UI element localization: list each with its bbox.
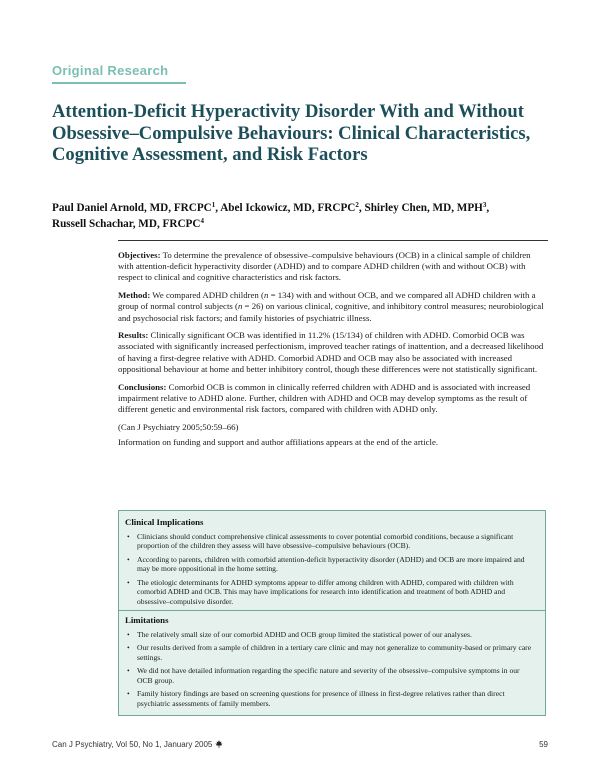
- affiliation-number: 2: [355, 201, 359, 209]
- list-item: [127, 554, 537, 574]
- list-item: [127, 689, 537, 708]
- abstract-label: Conclusions:: [118, 381, 167, 392]
- bullet-icon: •: [127, 554, 130, 564]
- author-list: Paul Daniel Arnold, MD, FRCPC$^1$, Abel Ickowicz, MD, FRCPC$^2$, Shirley Chen, MD, MPH$^3$, Russell Schachar, MD, FRCPC$^4$: [52, 201, 490, 230]
- list-item-text: According to parents, children with comorbid attention-deficit hyperactivity disorder (ADHD) and OCB are more impaired and may be more oppositional in the home setting.: [137, 554, 525, 573]
- abstract-results: [118, 330, 548, 375]
- affiliation-number: 3: [482, 201, 487, 209]
- abstract-text: = 26) on various clinical, cognitive, and inhibitory control measures; neurobiological and psychosocial risk factors; and family histories of psychiatric illness.: [118, 301, 544, 323]
- list-item: [127, 666, 537, 685]
- list-item: [127, 643, 537, 662]
- affiliation-number: 1: [211, 201, 216, 209]
- bullet-icon: •: [127, 666, 130, 675]
- author-name: Paul Daniel Arnold, MD, FRCPC: [52, 202, 212, 214]
- list-item-text: We did not have detailed information regarding the specific nature and severity of the obsessive–compulsive symptoms in our OCB group.: [137, 666, 520, 685]
- list-item-text: Family history findings are based on screening questions for presence of illness in first-degree relatives rather than direct psychiatric assessments of family members.: [137, 689, 505, 708]
- abstract-text: Clinically significant OCB was identified in 11.2% (15/134) of children with ADHD. Comorbid OCB was associated with significantly increased perfectionism, improved teacher ratings of inattention, and a decreased likelihood of having a first-degree relative with ADHD. Comorbid ADHD and OCB may also be associated with increased oppositional behaviour at home and better inhibitory control, though these differences were not statistically significant.: [118, 330, 544, 374]
- abstract-text: We compared ADHD children (: [152, 290, 264, 301]
- journal-citation: Can J Psychiatry, Vol 50, No 1, January 2005: [52, 740, 213, 749]
- citation: (Can J Psychiatry 2005;50:59–66): [118, 421, 239, 432]
- abstract-objectives: [118, 250, 548, 284]
- list-item-text: Our results derived from a sample of children in a tertiary care clinic and may not generalize to community-based or primary care settings.: [137, 643, 532, 662]
- bullet-icon: •: [127, 629, 130, 639]
- abstract-method: [118, 290, 548, 324]
- implications-list: [125, 532, 537, 607]
- limitations-list: [125, 630, 537, 709]
- author-name: Abel Ickowicz, MD, FRCPC: [220, 202, 356, 214]
- list-item: [127, 629, 537, 640]
- list-item: [127, 531, 537, 551]
- maple-leaf-icon: [215, 740, 223, 750]
- page-number: 59: [539, 740, 548, 749]
- abstract-label: Results:: [118, 330, 149, 341]
- sample-size-var: n: [237, 301, 243, 312]
- sample-size-var: n: [263, 290, 269, 301]
- author-name: Russell Schachar, MD, FRCPC: [52, 218, 201, 230]
- abstract-text: To determine the prevalence of obsessive–compulsive behaviours (OCB) in a clinical sample of children with attention-deficit hyperactivity disorder (ADHD) and to compare ADHD children (with and without OCB) with respect to clinical and cognitive characteristics and risk factors.: [118, 250, 531, 283]
- clinical-box: [118, 510, 546, 716]
- abstract-label: Objectives:: [118, 250, 161, 260]
- abstract-text: = 134) with and without OCB, and we compared all ADHD children with a group of normal control subjects (: [118, 290, 536, 312]
- abstract-conclusions: [118, 382, 548, 416]
- list-item-text: Clinicians should conduct comprehensive clinical assessments to cover potential comorbid conditions, because a significant proportion of the children they assess will have obsessive–compulsive behaviours (OCB).: [137, 531, 514, 550]
- abstract-label: Method:: [118, 290, 151, 301]
- list-item-text: The relatively small size of our comorbid ADHD and OCB group limited the statistical power of our analyses.: [137, 629, 472, 639]
- footer-journal: [52, 740, 223, 750]
- list-item: [127, 577, 537, 607]
- abstract-rule: [118, 240, 548, 241]
- implications-heading: Clinical Implications: [125, 517, 204, 527]
- bullet-icon: •: [127, 531, 130, 541]
- affiliation-number: 4: [200, 217, 204, 225]
- section-label: Original Research: [52, 63, 169, 78]
- funding-note: Information on funding and support and author affiliations appears at the end of the article.: [118, 436, 439, 447]
- bullet-icon: •: [127, 577, 130, 587]
- article-title: Attention-Deficit Hyperactivity Disorder With and Without Obsessive–Compulsive Behaviours: Clinical Characteristics, Cognitive Assessment, and Risk Factors: [52, 101, 531, 165]
- bullet-icon: •: [127, 643, 130, 652]
- limitations-heading: Limitations: [125, 615, 169, 625]
- author-name: Shirley Chen, MD, MPH: [364, 202, 483, 214]
- abstract: [118, 250, 548, 455]
- abstract-text: Comorbid OCB is common in clinically referred children with ADHD and is associated with increased impairment relative to ADHD alone. Further, children with ADHD and OCB may develop symptoms as the result of different genetic and environmental risk factors, compared with children with ADHD only.: [118, 381, 531, 414]
- section-rule: [52, 82, 186, 84]
- list-item-text: The etiologic determinants for ADHD symptoms appear to differ among children with ADHD, compared with children with comorbid ADHD and OCB. This may have implications for research into identification and treatment of both ADHD and obsessive–compulsive disorder.: [137, 577, 514, 606]
- box-divider: [119, 610, 545, 611]
- bullet-icon: •: [127, 689, 130, 698]
